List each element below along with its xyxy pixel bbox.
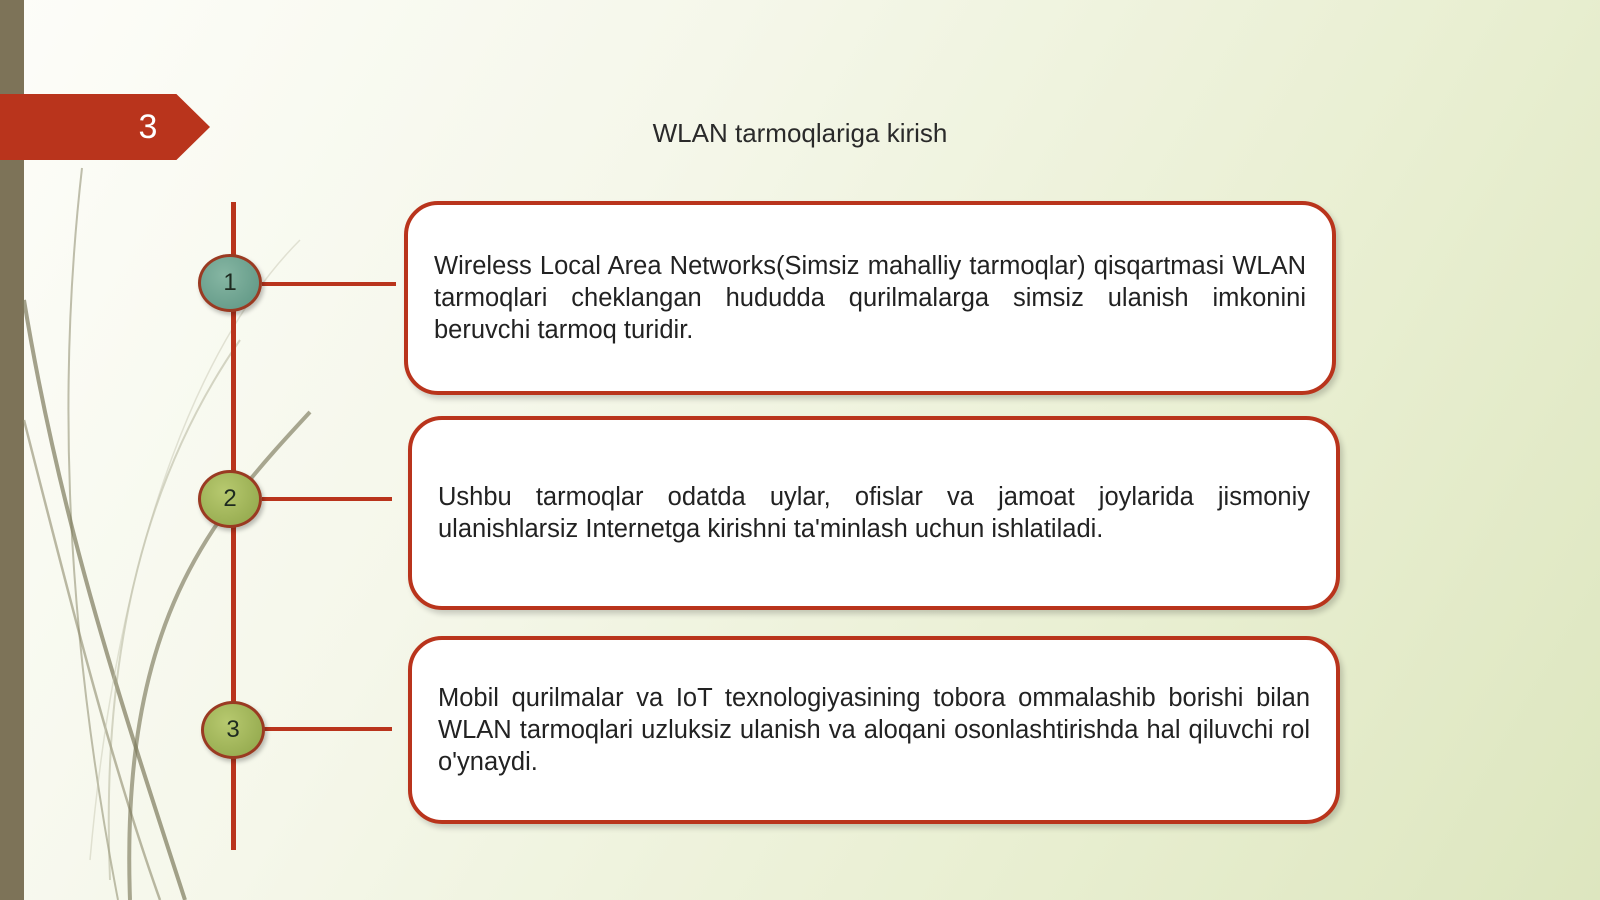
timeline-marker-1: 1 [198,254,262,312]
info-card-1 [404,201,1336,395]
slide-number-badge [0,94,210,160]
slide-number: 3 [138,108,158,146]
info-card-text: Ushbu tarmoqlar odatda uylar, ofislar va jamoat joylarida jismoniy ulanishlarsiz Internetga kirishni ta'minlash uchun ishlatiladi. [438,483,1310,543]
connector-1 [262,282,396,286]
connector-2 [262,497,392,501]
slide-title: WLAN tarmoqlariga kirish [652,118,948,148]
timeline-marker-2: 2 [198,470,262,528]
timeline-marker-3: 3 [201,701,265,759]
info-card-text: Mobil qurilmalar va IoT texnologiyasining tobora ommalashib borishi bilan WLAN tarmoqlari uzluksiz ulanish va aloqani osonlashtirishda hal qiluvchi rol o'ynaydi. [438,684,1310,776]
info-card-3 [408,636,1340,824]
info-card-2 [408,416,1340,610]
info-card-text: Wireless Local Area Networks(Simsiz mahalliy tarmoqlar) qisqartmasi WLAN tarmoqlari cheklangan hududda qurilmalarga simsiz ulanish imkonini beruvchi tarmoq turidir. [434,252,1306,344]
connector-3 [262,727,392,731]
